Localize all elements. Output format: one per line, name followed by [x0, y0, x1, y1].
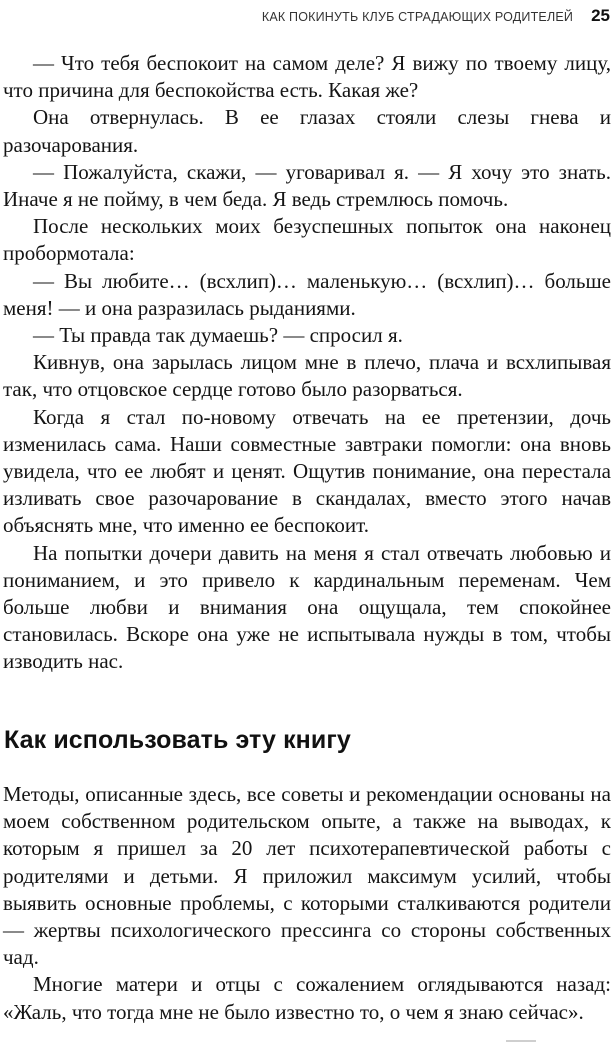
- running-title: КАК ПОКИНУТЬ КЛУБ СТРАДАЮЩИХ РОДИТЕЛЕЙ: [261, 10, 574, 24]
- paragraph: Многие матери и отцы с сожалением оглядываются назад: «Жаль, что тогда мне не было известно то, о чем я знаю сейчас».: [3, 972, 611, 1024]
- paragraph: Она отвернулась. В ее глазах стояли слезы гнева и разочарования.: [3, 105, 611, 157]
- page-number: 25: [591, 6, 610, 25]
- paragraph: — Ты правда так думаешь? — спросил я.: [33, 323, 403, 348]
- paragraph: Методы, описанные здесь, все советы и рекомендации основаны на моем собственном родительском опыте, а также на выводах, к которым я пришел за 20 лет психотерапевтической работы с родителями и детьми. Я приложил максимум усилий, чтобы выявить основные проблемы, с которыми сталкиваются родители — жертвы психологического прессинга со стороны собственных чад.: [3, 782, 611, 970]
- paragraph: — Что тебя беспокоит на самом деле? Я вижу по твоему лицу, что причина для беспокойства есть. Какая же?: [3, 51, 611, 103]
- paragraph: Когда я стал по-новому отвечать на ее претензии, дочь изменилась сама. Наши совместные завтраки помогли: она вновь увидела, что ее любят и ценят. Ощутив понимание, она перестала изливать свое разочарование в скандалах, вместо этого начав объяснять мне, что именно ее беспокоит.: [3, 404, 611, 538]
- section-text: [3, 781, 611, 1026]
- page-mark: [506, 1040, 536, 1042]
- paragraph: На попытки дочери давить на меня я стал отвечать любовью и пониманием, и это привело к кардинальным переменам. Чем больше любви и внимания она ощущала, тем спокойнее становилась. Вскоре она уже не испытывала нужды в том, чтобы изводить нас.: [3, 540, 611, 674]
- paragraph: — Пожалуйста, скажи, — уговаривал я. — Я хочу это знать. Иначе я не пойму, в чем беда. Я ведь стремлюсь помочь.: [3, 159, 611, 212]
- story-text: [3, 50, 611, 676]
- section-heading: Как использовать эту книгу: [4, 726, 351, 754]
- paragraph: После нескольких моих безуспешных попыток она наконец пробормотала:: [3, 214, 611, 266]
- paragraph: Кивнув, она зарылась лицом мне в плечо, плача и всхлипывая так, что отцовское сердце готово было разорваться.: [3, 350, 611, 402]
- paragraph: — Вы любите… (всхлип)… маленькую… (всхлип)… больше меня! — и она разразилась рыданиями.: [3, 268, 611, 320]
- running-header: [0, 6, 610, 26]
